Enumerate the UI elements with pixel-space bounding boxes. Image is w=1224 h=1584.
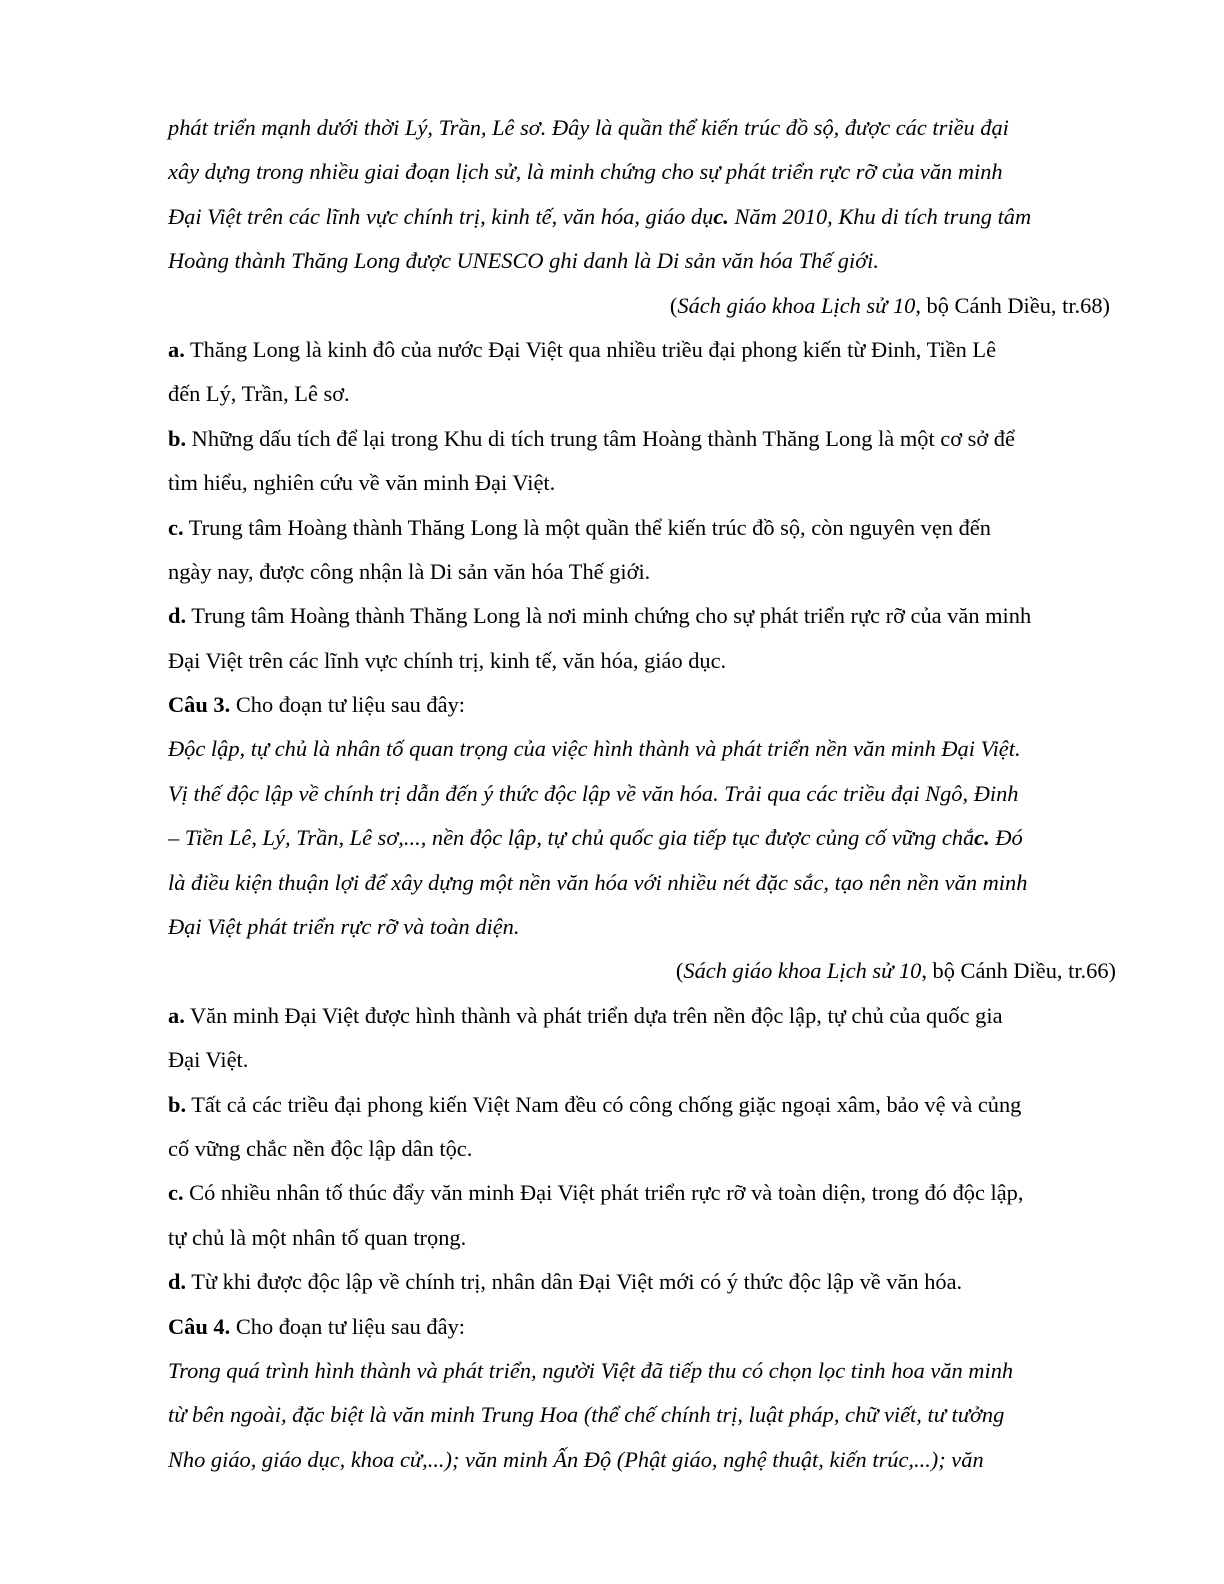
passage-line: Trong quá trình hình thành và phát triển, người Việt đã tiếp thu có chọn lọc tinh hoa văn minh [168, 1357, 1014, 1383]
question-label: Câu 4. [168, 1313, 231, 1339]
option-line: cố vững chắc nền độc lập dân tộc. [168, 1135, 473, 1161]
passage-line: Vị thế độc lập về chính trị dẫn đến ý thức độc lập về văn hóa. Trải qua các triều đại Ngô, Đinh [168, 780, 1019, 806]
passage-bold-text: c. [974, 825, 990, 851]
q4-passage [168, 1349, 1168, 1482]
option-label: b. [168, 425, 187, 451]
q2-option-b [168, 417, 1168, 506]
option-line: Đại Việt trên các lĩnh vực chính trị, kinh tế, văn hóa, giáo dục. [168, 647, 727, 673]
option-line [168, 594, 1168, 638]
q2-passage [168, 106, 1168, 284]
source-citation [168, 284, 1168, 328]
option-line: đến Lý, Trần, Lê sơ. [168, 381, 350, 407]
citation-book-title: Sách giáo khoa Lịch sử 10 [677, 292, 916, 318]
page-content [168, 106, 1168, 1482]
q3-option-d [168, 1260, 1168, 1304]
question-label: Câu 3. [168, 692, 231, 718]
passage-line: Đại Việt phát triển rực rỡ và toàn diện. [168, 914, 520, 940]
option-line [168, 994, 1168, 1038]
option-text: Tất cả các triều đại phong kiến Việt Nam đều có công chống giặc ngoại xâm, bảo vệ và củng [186, 1091, 1022, 1117]
q2-option-d [168, 594, 1168, 683]
option-label: c. [168, 514, 184, 540]
option-label: c. [168, 1180, 184, 1206]
citation-paren: ( [669, 292, 678, 318]
citation-paren: ( [675, 958, 684, 984]
q3-option-a [168, 994, 1168, 1083]
question-prompt: Cho đoạn tư liệu sau đây: [230, 692, 465, 718]
option-line [168, 328, 1168, 372]
q2-option-a [168, 328, 1168, 417]
q3-option-c [168, 1171, 1168, 1260]
citation-detail: , bộ Cánh Diều, tr.66) [921, 958, 1116, 984]
option-text: Từ khi được độc lập về chính trị, nhân dân Đại Việt mới có ý thức độc lập về văn hóa. [186, 1269, 963, 1295]
passage-line: Nho giáo, giáo dục, khoa cử,...); văn minh Ấn Độ (Phật giáo, nghệ thuật, kiến trúc,...); văn [168, 1446, 984, 1472]
source-citation [168, 949, 1168, 993]
option-text: Có nhiều nhân tố thúc đẩy văn minh Đại Việt phát triển rực rỡ và toàn diện, trong đó độc lập, [183, 1180, 1024, 1206]
passage-line: Độc lập, tự chủ là nhân tố quan trọng của việc hình thành và phát triển nền văn minh Đại Việt. [168, 736, 1021, 762]
question-4-heading [168, 1305, 1168, 1349]
citation-book-title: Sách giáo khoa Lịch sử 10 [683, 958, 922, 984]
option-text: Thăng Long là kinh đô của nước Đại Việt qua nhiều triều đại phong kiến từ Đinh, Tiền Lê [184, 336, 997, 362]
passage-line [168, 195, 1168, 239]
option-line [168, 1260, 1168, 1304]
option-text: Trung tâm Hoàng thành Thăng Long là một quần thể kiến trúc đồ sộ, còn nguyên vẹn đến [183, 514, 991, 540]
option-label: a. [168, 1002, 185, 1028]
option-label: d. [168, 1269, 187, 1295]
option-line: ngày nay, được công nhận là Di sản văn hóa Thế giới. [168, 558, 651, 584]
q2-option-c [168, 506, 1168, 595]
passage-text: – Tiền Lê, Lý, Trần, Lê sơ,..., nền độc lập, tự chủ quốc gia tiếp tục được củng cố vững chắ [168, 825, 975, 851]
passage-line: phát triển mạnh dưới thời Lý, Trần, Lê sơ. Đây là quần thể kiến trúc đồ sộ, được các triều đại [168, 115, 1009, 140]
passage-line: xây dựng trong nhiều giai đoạn lịch sử, là minh chứng cho sự phát triển rực rỡ của văn minh [168, 159, 1003, 185]
question-3-heading [168, 683, 1168, 727]
option-line: Đại Việt. [168, 1047, 249, 1073]
option-text: Văn minh Đại Việt được hình thành và phát triển dựa trên nền độc lập, tự chủ của quốc gia [184, 1002, 1003, 1028]
q3-passage [168, 727, 1168, 949]
passage-line: từ bên ngoài, đặc biệt là văn minh Trung Hoa (thể chế chính trị, luật pháp, chữ viết, tư tưởng [168, 1402, 1005, 1428]
option-text: Những dấu tích để lại trong Khu di tích trung tâm Hoàng thành Thăng Long là một cơ sở để [186, 425, 1015, 451]
option-label: a. [168, 336, 185, 362]
option-line: tìm hiểu, nghiên cứu về văn minh Đại Việt. [168, 470, 556, 496]
option-label: d. [168, 603, 187, 629]
option-line [168, 1171, 1168, 1215]
passage-line [168, 816, 1168, 860]
option-line: tự chủ là một nhân tố quan trọng. [168, 1224, 467, 1250]
citation-detail: , bộ Cánh Diều, tr.68) [915, 292, 1110, 318]
option-text: Trung tâm Hoàng thành Thăng Long là nơi minh chứng cho sự phát triển rực rỡ của văn minh [186, 603, 1032, 629]
passage-text: Đại Việt trên các lĩnh vực chính trị, kinh tế, văn hóa, giáo dụ [168, 203, 714, 229]
passage-bold-text: c. [713, 203, 729, 229]
option-line [168, 506, 1168, 550]
option-line [168, 417, 1168, 461]
passage-text: Năm 2010, Khu di tích trung tâm [728, 203, 1032, 229]
passage-line: là điều kiện thuận lợi để xây dựng một nền văn hóa với nhiều nét đặc sắc, tạo nên nền văn minh [168, 869, 1028, 895]
option-line [168, 1083, 1168, 1127]
passage-text: Đó [989, 825, 1023, 851]
option-label: b. [168, 1091, 187, 1117]
passage-line: Hoàng thành Thăng Long được UNESCO ghi danh là Di sản văn hóa Thế giới. [168, 248, 879, 274]
q3-option-b [168, 1083, 1168, 1172]
question-prompt: Cho đoạn tư liệu sau đây: [230, 1313, 465, 1339]
